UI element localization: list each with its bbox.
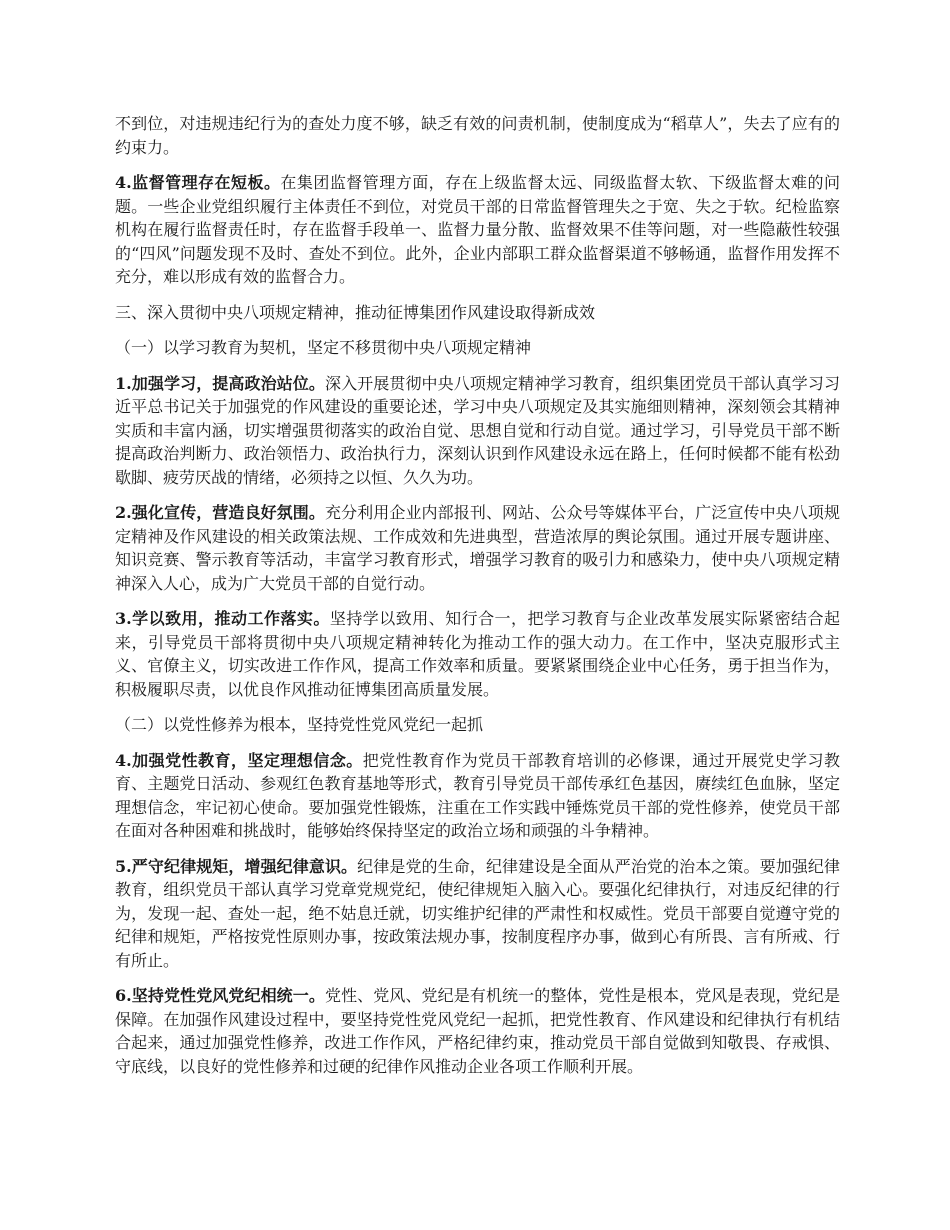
paragraph-text: 在集团监督管理方面，存在上级监督太远、同级监督太软、下级监督太难的问题。一些企业党组织履行主体责任不到位，对党员干部的日常监督管理失之于宽、失之于软。纪检监察机构在履行监督责任时，存在监督手段单一、监督力量分散、监督效果不佳等问题，对一些隐蔽性较强的“四风”问题发现不及时、查处不到位。此外，企业内部职工群众监督渠道不够畅通，监督作用发挥不充分，难以形成有效的监督合力。 (115, 173, 840, 286)
paragraph (115, 501, 840, 595)
paragraph (115, 855, 840, 973)
paragraph-lead: 6.坚持党性党风党纪相统一。 (115, 986, 325, 1005)
paragraph (115, 112, 840, 159)
paragraph-lead: 4.加强党性教育，坚定理想信念。 (115, 750, 363, 770)
paragraph-lead: 4.监督管理存在短板。 (115, 173, 281, 192)
subsection-heading (115, 713, 840, 737)
section-heading (115, 301, 840, 325)
paragraph-lead: 2.强化宣传，营造良好氛围。 (115, 503, 325, 522)
paragraph (115, 749, 840, 843)
paragraph-text: 把党性教育作为党员干部教育培训的必修课，通过开展党史学习教育、主题党日活动、参观红色教育基地等形式，教育引导党员干部传承红色基因，赓续红色血脉，坚定理想信念，牢记初心使命。要加强党性锻炼，注重在工作实践中锤炼党员干部的党性修养，使党员干部在面对各种困难和挑战时，能够始终保持坚定的政治立场和顽强的斗争精神。 (115, 750, 840, 840)
paragraph-text: 坚持学以致用、知行合一，把学习教育与企业改革发展实际紧密结合起来，引导党员干部将贯彻中央八项规定精神转化为推动工作的强大动力。在工作中，坚决克服形式主义、官僚主义，切实改进工作作风，提高工作效率和质量。要紧紧围绕企业中心任务，勇于担当作为，积极履职尽责，以优良作风推动征博集团高质量发展。 (115, 609, 840, 699)
subsection-heading-text: （一）以学习教育为契机，坚定不移贯彻中央八项规定精神 (115, 338, 532, 357)
subsection-heading (115, 336, 840, 360)
paragraph-lead: 1.加强学习，提高政治站位。 (115, 373, 325, 393)
document-page (115, 112, 840, 1090)
paragraph-text: 党性、党风、党纪是有机统一的整体，党性是根本，党风是表现，党纪是保障。在加强作风建设过程中，要坚持党性党风党纪一起抓，把党性教育、作风建设和纪律执行有机结合起来，通过加强党性修养，改进工作作风，严格纪律约束，推动党员干部自觉做到知敬畏、存戒惧、守底线，以良好的党性修养和过硬的纪律作风推动企业各项工作顺利开展。 (115, 986, 840, 1076)
paragraph (115, 171, 840, 289)
paragraph-lead: 5.严守纪律规矩，增强纪律意识。 (115, 856, 358, 876)
subsection-heading-text: （二）以党性修养为根本，坚持党性党风党纪一起抓 (115, 715, 484, 734)
paragraph-lead: 3.学以致用，推动工作落实。 (115, 609, 330, 628)
paragraph (115, 607, 840, 701)
paragraph (115, 984, 840, 1078)
paragraph (115, 372, 840, 490)
paragraph-text: 不到位，对违规违纪行为的查处力度不够，缺乏有效的问责机制，使制度成为“稻草人”，失去了应有的约束力。 (115, 114, 840, 157)
paragraph-text: 纪律是党的生命，纪律建设是全面从严治党的治本之策。要加强纪律教育，组织党员干部认真学习党章党规党纪，使纪律规矩入脑入心。要强化纪律执行，对违反纪律的行为，发现一起、查处一起，绝不姑息迁就，切实维护纪律的严肃性和权威性。党员干部要自觉遵守党的纪律和规矩，严格按党性原则办事，按政策法规办事，按制度程序办事，做到心有所畏、言有所戒、行有所止。 (115, 856, 840, 970)
paragraph-text: 深入开展贯彻中央八项规定精神学习教育，组织集团党员干部认真学习习近平总书记关于加强党的作风建设的重要论述，学习中央八项规定及其实施细则精神，深刻领会其精神实质和丰富内涵，切实增强贯彻落实的政治自觉、思想自觉和行动自觉。通过学习，引导党员干部不断提高政治判断力、政治领悟力、政治执行力，深刻认识到作风建设永远在路上，任何时候都不能有松劲歇脚、疲劳厌战的情绪，必须持之以恒、久久为功。 (115, 373, 840, 487)
section-heading-text: 三、深入贯彻中央八项规定精神，推动征博集团作风建设取得新成效 (115, 302, 596, 322)
paragraph-text: 充分利用企业内部报刊、网站、公众号等媒体平台，广泛宣传中央八项规定精神及作风建设的相关政策法规、工作成效和先进典型，营造浓厚的舆论氛围。通过开展专题讲座、知识竞赛、警示教育等活动，丰富学习教育形式，增强学习教育的吸引力和感染力，使中央八项规定精神深入人心，成为广大党员干部的自觉行动。 (115, 503, 840, 593)
